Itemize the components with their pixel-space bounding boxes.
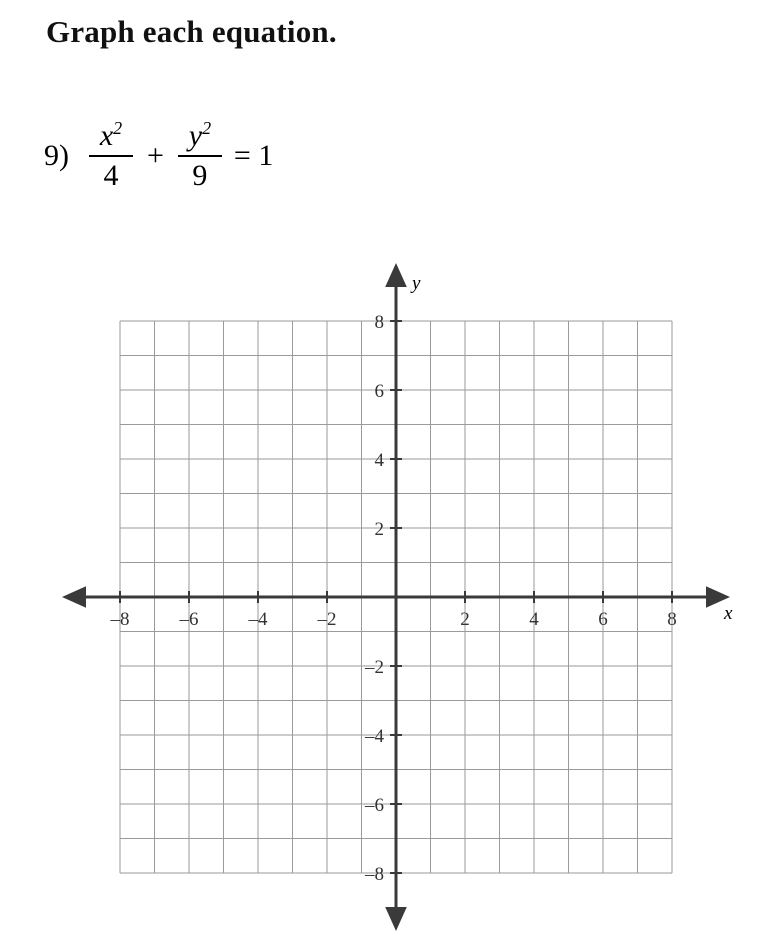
fraction2-numerator xyxy=(179,120,221,152)
fraction-y-squared-over-9 xyxy=(178,120,222,191)
tick-label: 2 xyxy=(374,519,384,540)
plus-operator: + xyxy=(147,138,164,172)
tick-label: 2 xyxy=(460,609,470,630)
fraction1-numerator xyxy=(90,120,132,152)
page-title: Graph each equation. xyxy=(46,14,337,49)
tick-label: –4 xyxy=(365,726,384,747)
tick-label: –2 xyxy=(365,657,384,678)
tick-label: –4 xyxy=(248,609,268,630)
fraction2-bar xyxy=(178,155,222,157)
fraction1-denominator: 4 xyxy=(103,158,119,192)
tick-label: –6 xyxy=(365,795,384,816)
problem-statement xyxy=(44,120,273,191)
axes xyxy=(80,281,712,913)
fraction1-numerator-exponent: 2 xyxy=(113,118,123,138)
tick-label: –6 xyxy=(179,609,199,630)
coordinate-grid xyxy=(60,262,740,932)
axis-names xyxy=(410,273,733,624)
tick-label: 6 xyxy=(374,381,384,402)
fraction2-denominator: 9 xyxy=(192,158,208,192)
y-axis-label: y xyxy=(412,273,421,294)
tick-label: 4 xyxy=(374,450,384,471)
fraction-x-squared-over-4 xyxy=(89,120,133,191)
fraction2-numerator-variable: y xyxy=(188,119,203,152)
x-axis-label: x xyxy=(724,603,733,624)
tick-label: 8 xyxy=(667,609,677,630)
coordinate-plane-svg xyxy=(60,262,740,932)
fraction1-numerator-variable: x xyxy=(99,119,114,152)
tick-label: –8 xyxy=(365,864,384,885)
tick-label: 6 xyxy=(598,609,608,630)
fraction2-numerator-exponent: 2 xyxy=(202,118,212,138)
problem-number: 9) xyxy=(44,138,69,172)
tick-label: 4 xyxy=(529,609,539,630)
tick-label: 8 xyxy=(374,312,384,333)
tick-label: –8 xyxy=(110,609,130,630)
tick-label: –2 xyxy=(317,609,337,630)
fraction1-bar xyxy=(89,155,133,157)
equation-right-hand-side: = 1 xyxy=(233,138,274,172)
